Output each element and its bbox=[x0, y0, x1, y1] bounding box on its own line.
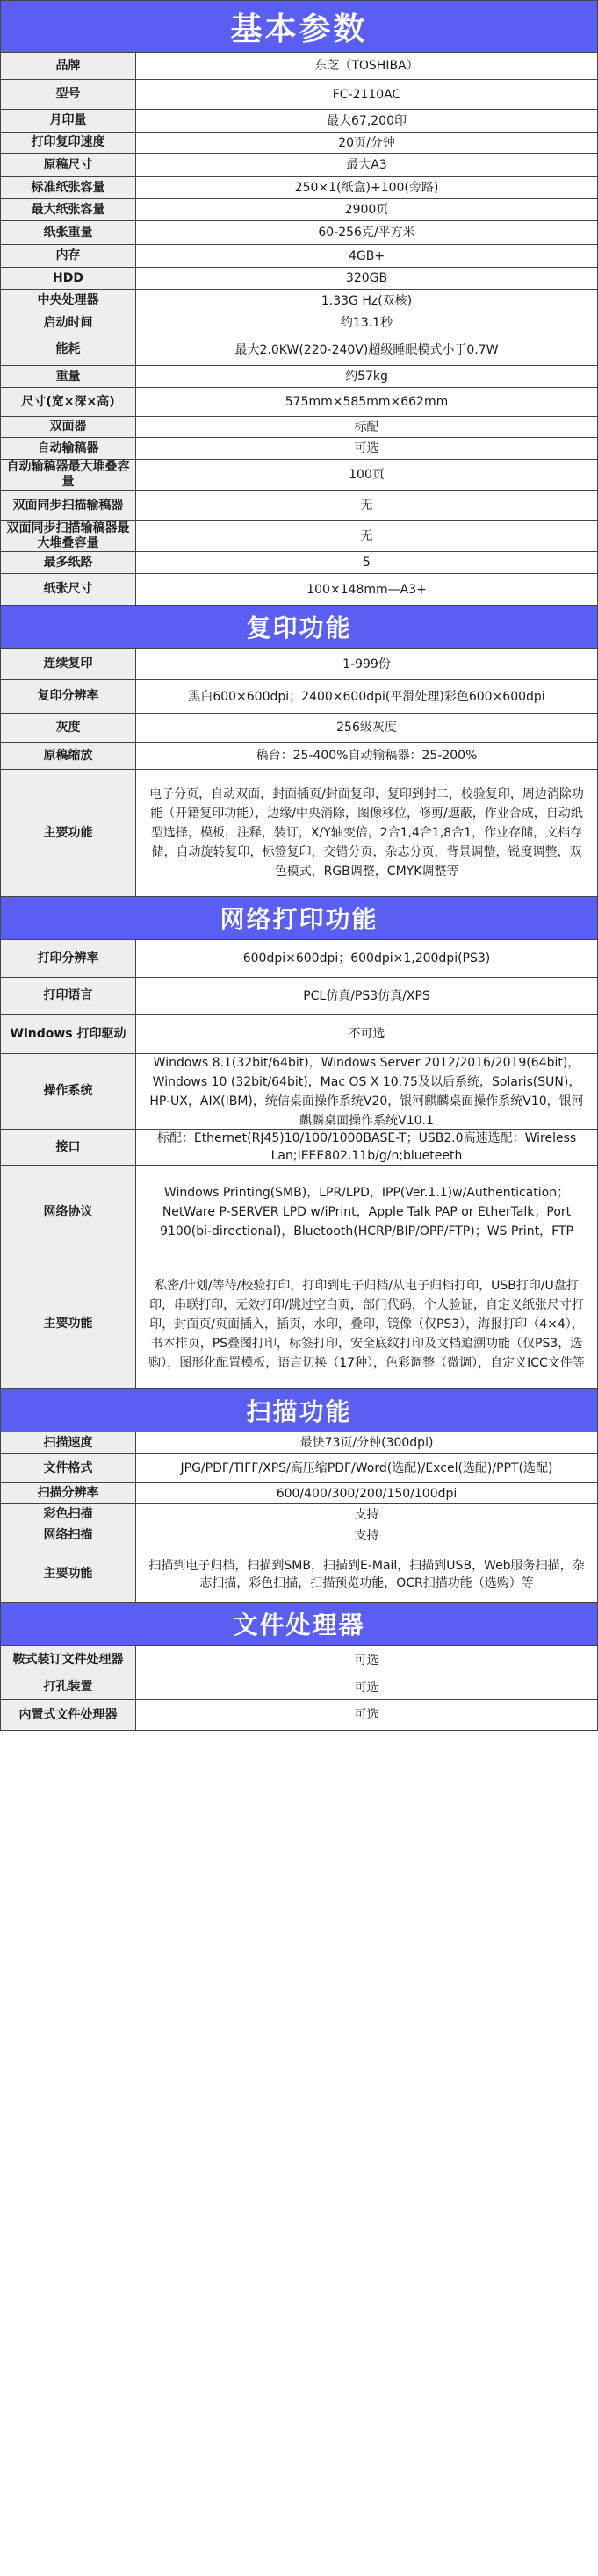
spec-label: Windows 打印驱动 bbox=[1, 1015, 136, 1053]
spec-label: 双面器 bbox=[1, 417, 136, 437]
spec-row bbox=[1, 1432, 597, 1454]
spec-row bbox=[1, 221, 597, 245]
scan-function-header: 扫描功能 bbox=[1, 1389, 597, 1432]
spec-row bbox=[1, 460, 597, 491]
spec-label: 中央处理器 bbox=[1, 290, 136, 312]
spec-value: PCL仿真/PS3仿真/XPS bbox=[303, 988, 430, 1003]
spec-label: 能耗 bbox=[1, 334, 136, 365]
spec-row bbox=[1, 1646, 597, 1675]
spec-row bbox=[1, 133, 597, 154]
spec-label: 自动输稿器 bbox=[1, 438, 136, 459]
spec-label: 纸张重量 bbox=[1, 221, 136, 244]
spec-label: 连续复印 bbox=[1, 649, 136, 679]
spec-value: 最大67,200印 bbox=[327, 113, 407, 128]
spec-value: 扫描到电子归档，扫描到SMB，扫描到E-Mail，扫描到USB，Web服务扫描，杂志扫描，彩色扫描，扫描预览功能，OCR扫描功能（选购）等 bbox=[148, 1558, 585, 1590]
spec-value: 无 bbox=[360, 529, 373, 543]
spec-label: 最大纸张容量 bbox=[1, 199, 136, 220]
spec-value: 100×148mm—A3+ bbox=[306, 582, 427, 597]
spec-row bbox=[1, 1259, 597, 1389]
spec-row bbox=[1, 1130, 597, 1166]
finisher-header: 文件处理器 bbox=[1, 1603, 597, 1646]
spec-label: 打印分辨率 bbox=[1, 940, 136, 977]
spec-value: 最大2.0KW(220-240V)超级睡眠模式小于0.7W bbox=[234, 342, 499, 357]
spec-label: 原稿缩放 bbox=[1, 743, 136, 769]
spec-value: 标配 bbox=[354, 420, 379, 434]
spec-row bbox=[1, 1504, 597, 1525]
spec-label: 品牌 bbox=[1, 53, 136, 79]
spec-label: 打印语言 bbox=[1, 978, 136, 1014]
spec-label: 彩色扫描 bbox=[1, 1504, 136, 1525]
spec-label: HDD bbox=[1, 268, 136, 289]
spec-label: 自动输稿器最大堆叠容量 bbox=[1, 460, 136, 490]
spec-value: 2900页 bbox=[344, 203, 389, 217]
spec-row bbox=[1, 649, 597, 680]
spec-value: 可选 bbox=[354, 1653, 379, 1668]
spec-label: 原稿尺寸 bbox=[1, 154, 136, 176]
spec-value: 250×1(纸盒)+100(旁路) bbox=[294, 181, 439, 195]
spec-label: 最多纸路 bbox=[1, 552, 136, 573]
spec-row bbox=[1, 491, 597, 521]
spec-value: 1-999份 bbox=[342, 657, 391, 671]
spec-row bbox=[1, 53, 597, 80]
copy-function-header: 复印功能 bbox=[1, 606, 597, 649]
spec-row bbox=[1, 680, 597, 714]
basic-params-header: 基本参数 bbox=[1, 1, 597, 53]
spec-label: 内存 bbox=[1, 245, 136, 267]
spec-row bbox=[1, 388, 597, 417]
spec-value: FC-2110AC bbox=[332, 87, 401, 102]
spec-value: 支持 bbox=[354, 1507, 379, 1522]
spec-value: 4GB+ bbox=[348, 248, 385, 263]
spec-value: 支持 bbox=[354, 1528, 379, 1543]
spec-row bbox=[1, 1454, 597, 1483]
spec-label: 扫描分辨率 bbox=[1, 1483, 136, 1503]
spec-label: 尺寸(宽×深×高) bbox=[1, 388, 136, 416]
spec-value: 可选 bbox=[354, 1680, 379, 1695]
spec-row bbox=[1, 366, 597, 388]
spec-label: 主要功能 bbox=[1, 1259, 136, 1388]
spec-value: 20页/分钟 bbox=[338, 135, 395, 150]
spec-label: 操作系统 bbox=[1, 1054, 136, 1129]
spec-row bbox=[1, 770, 597, 897]
spec-row bbox=[1, 1054, 597, 1130]
spec-row bbox=[1, 1700, 597, 1730]
network-print-header: 网络打印功能 bbox=[1, 897, 597, 940]
spec-value: 无 bbox=[360, 499, 373, 513]
spec-value: 1.33G Hz(双核) bbox=[321, 293, 413, 308]
spec-value: 320GB bbox=[345, 271, 388, 285]
spec-row bbox=[1, 1166, 597, 1259]
spec-row bbox=[1, 334, 597, 366]
spec-value: 标配：Ethernet(RJ45)10/100/1000BASE-T；USB2.0高速选配：Wireless Lan;IEEE802.11b/g/n;blueteeth bbox=[156, 1131, 577, 1163]
spec-label: 接口 bbox=[1, 1130, 136, 1165]
spec-row bbox=[1, 574, 597, 606]
spec-label: 双面同步扫描输稿器最大堆叠容量 bbox=[1, 521, 136, 551]
spec-row bbox=[1, 940, 597, 978]
spec-label: 网络协议 bbox=[1, 1166, 136, 1259]
spec-value: 约13.1秒 bbox=[340, 316, 393, 330]
spec-label: 启动时间 bbox=[1, 312, 136, 334]
spec-row bbox=[1, 521, 597, 552]
spec-label: 灰度 bbox=[1, 714, 136, 742]
spec-value: Windows Printing(SMB)，LPR/LPD，IPP(Ver.1.1)w/Authentication；NetWare P-SERVER LPD w/iPrint，Apple Talk PAP or EtherTalk；Port 9100(bi-directional)，Bluetooth(HCRP/BIP/OPP/FTP)；WS Print，FTP bbox=[160, 1186, 573, 1238]
spec-value: 约57kg bbox=[345, 370, 388, 384]
spec-row bbox=[1, 177, 597, 199]
spec-label: 打印复印速度 bbox=[1, 133, 136, 153]
spec-value: 最快73页/分钟(300dpi) bbox=[299, 1436, 434, 1450]
spec-value: 256级灰度 bbox=[336, 721, 397, 735]
spec-value: 最大A3 bbox=[346, 158, 387, 172]
spec-value: 可选 bbox=[354, 1708, 379, 1722]
spec-value: 100页 bbox=[349, 468, 385, 482]
spec-label: 打孔装置 bbox=[1, 1675, 136, 1699]
spec-row bbox=[1, 245, 597, 268]
spec-value: 5 bbox=[363, 556, 371, 570]
spec-row bbox=[1, 714, 597, 743]
spec-label: 鞍式装订文件处理器 bbox=[1, 1646, 136, 1675]
spec-value: 稿台：25-400%自动输稿器：25-200% bbox=[256, 749, 478, 763]
spec-value: 私密/计划/等待/校验打印，打印到电子归档/从电子归档打印，USB打印/U盘打印，串联打印，无效打印/跳过空白页，部门代码，个人验证，自定义纸张尺寸打印，封面页/页面插入，插页，水印，叠印，镜像（仅PS3），海报打印（4×4），书本排页，PS叠图打印，标签打印，安全底纹打印及文档追溯功能（仅PS3，选购），图形化配置模板，语言切换（17种），色彩调整（微调），自定义ICC文件等 bbox=[148, 1278, 585, 1370]
spec-value: 600dpi×600dpi；600dpi×1,200dpi(PS3) bbox=[242, 951, 491, 965]
spec-row bbox=[1, 417, 597, 438]
spec-row bbox=[1, 1675, 597, 1700]
spec-label: 重量 bbox=[1, 366, 136, 387]
spec-row bbox=[1, 154, 597, 177]
spec-label: 标准纸张容量 bbox=[1, 177, 136, 198]
spec-row bbox=[1, 80, 597, 110]
spec-row bbox=[1, 268, 597, 290]
spec-label: 月印量 bbox=[1, 110, 136, 132]
spec-value: 黑白600×600dpi；2400×600dpi(平滑处理)彩色600×600dpi bbox=[188, 689, 545, 704]
spec-value: 不可选 bbox=[348, 1027, 385, 1041]
spec-label: 主要功能 bbox=[1, 770, 136, 896]
spec-label: 扫描速度 bbox=[1, 1432, 136, 1453]
spec-row bbox=[1, 290, 597, 312]
spec-row bbox=[1, 1483, 597, 1504]
spec-row bbox=[1, 552, 597, 574]
spec-row bbox=[1, 199, 597, 221]
spec-label: 型号 bbox=[1, 80, 136, 109]
spec-label: 内置式文件处理器 bbox=[1, 1700, 136, 1730]
spec-value: 600/400/300/200/150/100dpi bbox=[276, 1486, 458, 1501]
spec-label: 网络扫描 bbox=[1, 1525, 136, 1546]
spec-row bbox=[1, 1525, 597, 1546]
spec-value: 东芝（TOSHIBA） bbox=[314, 59, 419, 73]
spec-value: 可选 bbox=[354, 441, 379, 456]
spec-value: 电子分页，自动双面，封面插页/封面复印，复印到封二，校验复印，周边消除功能（开籍复印功能），边缘/中央消除，图像移位，修剪/遮蔽，作业合成，自动纸型选择，模板，注释，装订，X/Y轴变倍，2合1,4合1,8合1，作业存储，文档存储，自动旋转复印，标签复印，交错分页，杂志分页，背景调整，锐度调整，双色模式，RGB调整，CMYK调整等 bbox=[149, 787, 584, 879]
spec-label: 主要功能 bbox=[1, 1546, 136, 1602]
spec-row bbox=[1, 978, 597, 1015]
spec-row bbox=[1, 1015, 597, 1054]
spec-label: 复印分辨率 bbox=[1, 680, 136, 713]
spec-value: 60-256克/平方米 bbox=[318, 226, 415, 240]
spec-row bbox=[1, 1546, 597, 1603]
spec-value: 575mm×585mm×662mm bbox=[285, 395, 449, 409]
spec-row bbox=[1, 110, 597, 133]
spec-label: 文件格式 bbox=[1, 1454, 136, 1482]
spec-label: 双面同步扫描输稿器 bbox=[1, 491, 136, 520]
spec-row bbox=[1, 312, 597, 334]
spec-row bbox=[1, 438, 597, 460]
spec-row bbox=[1, 743, 597, 770]
spec-label: 纸张尺寸 bbox=[1, 574, 136, 605]
spec-value: Windows 8.1(32bit/64bit)，Windows Server 2012/2016/2019(64bit)，Windows 10 (32bit/64bit)，Mac OS X 10.75及以后系统，Solaris(SUN)，HP-UX，AIX(IBM)，统信桌面操作系统V20，银河麒麟桌面操作系统V10，银河麒麟桌面操作系统V10.1 bbox=[149, 1055, 584, 1128]
spec-value: JPG/PDF/TIFF/XPS/高压缩PDF/Word(选配)/Excel(选配)/PPT(选配) bbox=[180, 1461, 553, 1475]
